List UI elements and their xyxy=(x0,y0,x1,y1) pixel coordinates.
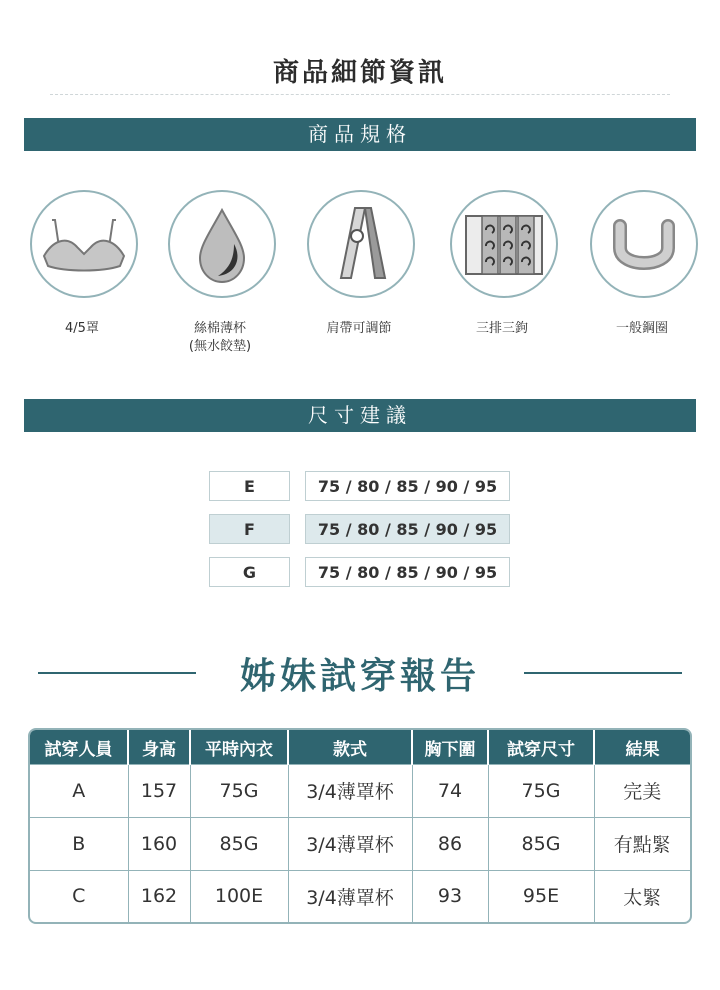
cell-height: 160 xyxy=(128,817,190,870)
header-result: 結果 xyxy=(594,730,690,765)
cell-result: 完美 xyxy=(594,765,690,818)
header-trial-size: 試穿尺寸 xyxy=(488,730,594,765)
header-tester: 試穿人員 xyxy=(30,730,128,765)
cell-underbust: 74 xyxy=(412,765,488,818)
feature-label-wire: 一般鋼圈 xyxy=(615,321,668,336)
cell-tester: C xyxy=(30,870,128,922)
cell-usual-size: 75G xyxy=(190,765,288,818)
table-row xyxy=(30,765,690,818)
cell-height: 162 xyxy=(128,870,190,922)
cell-underbust: 93 xyxy=(412,870,488,922)
trial-table xyxy=(28,728,692,924)
feature-label-hooks: 三排三鉤 xyxy=(475,321,528,336)
underwire-icon xyxy=(590,190,698,298)
cell-result: 有點緊 xyxy=(594,817,690,870)
size-bands-g: 75 / 80 / 85 / 90 / 95 xyxy=(305,557,510,587)
spec-section-bar: 商品規格 xyxy=(24,118,696,151)
size-bands-e: 75 / 80 / 85 / 90 / 95 xyxy=(305,471,510,501)
cell-style: 3/4薄罩杯 xyxy=(288,765,412,818)
size-cup-g: G xyxy=(209,557,290,587)
header-style: 款式 xyxy=(288,730,412,765)
adjustable-strap-icon xyxy=(307,190,415,298)
table-row xyxy=(30,870,690,922)
cell-result: 太緊 xyxy=(594,870,690,922)
hook-eye-icon xyxy=(450,190,558,298)
cell-trial-size: 95E xyxy=(488,870,594,922)
size-cup-f: F xyxy=(209,514,290,544)
trial-title: 姊妹試穿報告 xyxy=(239,656,480,697)
trial-header-row xyxy=(30,730,690,765)
cell-tester: B xyxy=(30,817,128,870)
cell-tester: A xyxy=(30,765,128,818)
page-title: 商品細節資訊 xyxy=(272,58,447,88)
feature-label-pad: 絲棉薄杯 (無水餃墊) xyxy=(188,321,252,354)
water-drop-icon xyxy=(168,190,276,298)
trial-title-line-right xyxy=(524,672,682,674)
cell-usual-size: 85G xyxy=(190,817,288,870)
size-cup-e: E xyxy=(209,471,290,501)
feature-label-strap: 肩帶可調節 xyxy=(326,321,392,336)
cell-style: 3/4薄罩杯 xyxy=(288,817,412,870)
cell-underbust: 86 xyxy=(412,817,488,870)
feature-label-cup: 4/5罩 xyxy=(65,321,99,336)
header-underbust: 胸下圍 xyxy=(412,730,488,765)
header-usual-size: 平時內衣 xyxy=(190,730,288,765)
cell-trial-size: 85G xyxy=(488,817,594,870)
cell-style: 3/4薄罩杯 xyxy=(288,870,412,922)
cell-trial-size: 75G xyxy=(488,765,594,818)
cell-height: 157 xyxy=(128,765,190,818)
cell-usual-size: 100E xyxy=(190,870,288,922)
header-height: 身高 xyxy=(128,730,190,765)
size-bands-f: 75 / 80 / 85 / 90 / 95 xyxy=(305,514,510,544)
size-section-bar: 尺寸建議 xyxy=(24,399,696,432)
title-divider xyxy=(50,94,670,95)
bra-icon xyxy=(30,190,138,298)
table-row xyxy=(30,817,690,870)
